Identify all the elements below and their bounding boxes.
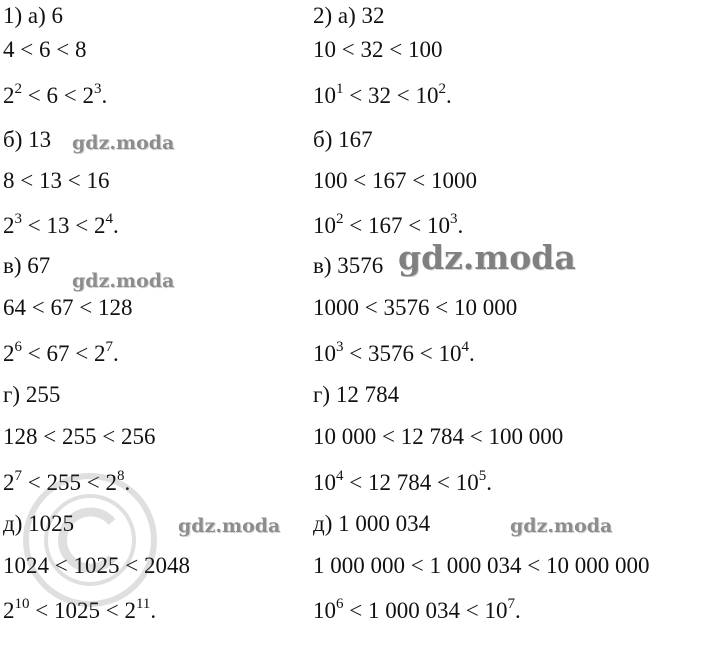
math-line	[3, 341, 119, 370]
math-text: < 13 < 2	[22, 213, 106, 238]
watermark-text: gdz.moda	[72, 132, 175, 154]
math-text: 2	[3, 470, 15, 495]
math-text: 1 000 000 < 1 000 034 < 10 000 000	[313, 553, 650, 578]
seal-watermark-icon	[20, 470, 160, 610]
exponent: 4	[461, 339, 469, 355]
math-line	[313, 168, 477, 194]
math-text: г) 12 784	[313, 382, 400, 407]
math-line	[313, 553, 649, 579]
math-text: 10 < 32 < 100	[313, 37, 443, 62]
math-line	[3, 424, 155, 450]
exponent: 3	[14, 211, 22, 227]
math-text: б) 13	[3, 127, 52, 152]
math-text: < 32 < 10	[343, 83, 439, 108]
math-line	[3, 3, 63, 29]
exponent: 1	[336, 81, 344, 97]
exponent: 2	[438, 81, 446, 97]
math-line	[313, 83, 452, 112]
exponent: 3	[336, 339, 344, 355]
exponent: 6	[14, 339, 22, 355]
exponent: 3	[93, 81, 102, 97]
math-text: 4 < 6 < 8	[3, 37, 87, 62]
math-text: .	[150, 598, 157, 623]
math-text: 10	[313, 213, 336, 238]
math-line	[3, 213, 119, 242]
watermark-text: gdz.moda	[510, 515, 613, 537]
math-text: 2	[3, 598, 15, 623]
math-text: 128 < 255 < 256	[3, 424, 156, 449]
math-text: д) 1 000 034	[313, 511, 431, 536]
exponent: 4	[105, 211, 113, 227]
math-text: < 1025 < 2	[29, 598, 136, 623]
math-line	[3, 127, 51, 153]
math-text: 1) а) 6	[3, 3, 64, 28]
exponent: 2	[14, 81, 22, 97]
math-text: 100 < 167 < 1000	[313, 168, 477, 193]
math-text: < 255 < 2	[22, 470, 117, 495]
exponent: 10	[14, 596, 30, 612]
math-line	[3, 253, 50, 279]
math-line	[313, 3, 385, 29]
math-text: 2) а) 32	[313, 3, 385, 28]
math-text: б) 167	[313, 127, 373, 152]
math-text: 1024 < 1025 < 2048	[3, 553, 190, 578]
math-text: .	[101, 83, 108, 108]
math-line	[3, 295, 132, 321]
math-line	[313, 127, 373, 153]
math-text: < 6 < 2	[22, 83, 94, 108]
math-text: 2	[3, 213, 15, 238]
math-text: .	[514, 598, 521, 623]
math-text: .	[112, 213, 119, 238]
math-text: < 167 < 10	[343, 213, 450, 238]
watermark-text: gdz.moda	[72, 270, 175, 292]
math-text: < 3576 < 10	[343, 341, 462, 366]
math-line	[3, 37, 86, 63]
math-line	[3, 382, 60, 408]
math-text: .	[124, 470, 131, 495]
exponent: 7	[105, 339, 113, 355]
math-line	[313, 295, 517, 321]
math-text: .	[468, 341, 475, 366]
math-text: в) 67	[3, 253, 51, 278]
math-text: 10 000 < 12 784 < 100 000	[313, 424, 564, 449]
math-line	[313, 382, 399, 408]
math-line	[3, 168, 109, 194]
math-text: 8 < 13 < 16	[3, 168, 110, 193]
exponent: 8	[116, 468, 125, 484]
exponent: 2	[336, 211, 344, 227]
watermark-text: gdz.moda	[178, 515, 281, 537]
math-line	[313, 598, 521, 627]
math-text: д) 1025	[3, 511, 75, 536]
math-line	[313, 470, 492, 499]
exponent: 7	[14, 468, 22, 484]
exponent: 7	[507, 596, 515, 612]
math-text: 64 < 67 < 128	[3, 295, 133, 320]
math-text: < 1 000 034 < 10	[343, 598, 508, 623]
math-text: в) 3576	[313, 253, 384, 278]
math-line	[313, 424, 563, 450]
math-line	[313, 341, 475, 370]
math-line	[3, 83, 107, 112]
math-text: 2	[3, 83, 15, 108]
math-text: .	[457, 213, 464, 238]
watermark-text: gdz.moda	[398, 238, 576, 277]
math-text: 1000 < 3576 < 10 000	[313, 295, 518, 320]
math-line	[313, 253, 383, 279]
math-text: 10	[313, 598, 336, 623]
math-text: г) 255	[3, 382, 61, 407]
exponent: 5	[478, 468, 487, 484]
math-line	[313, 511, 430, 537]
exponent: 4	[336, 468, 344, 484]
exponent: 3	[449, 211, 458, 227]
math-text: .	[445, 83, 452, 108]
exponent: 6	[336, 596, 344, 612]
math-text: < 12 784 < 10	[343, 470, 479, 495]
exponent: 11	[135, 596, 151, 612]
math-text: < 67 < 2	[22, 341, 106, 366]
math-text: 10	[313, 341, 336, 366]
math-text: 10	[313, 470, 336, 495]
math-text: 10	[313, 83, 336, 108]
math-text: .	[112, 341, 119, 366]
math-text: 2	[3, 341, 15, 366]
math-text: .	[486, 470, 492, 495]
math-line	[313, 37, 442, 63]
